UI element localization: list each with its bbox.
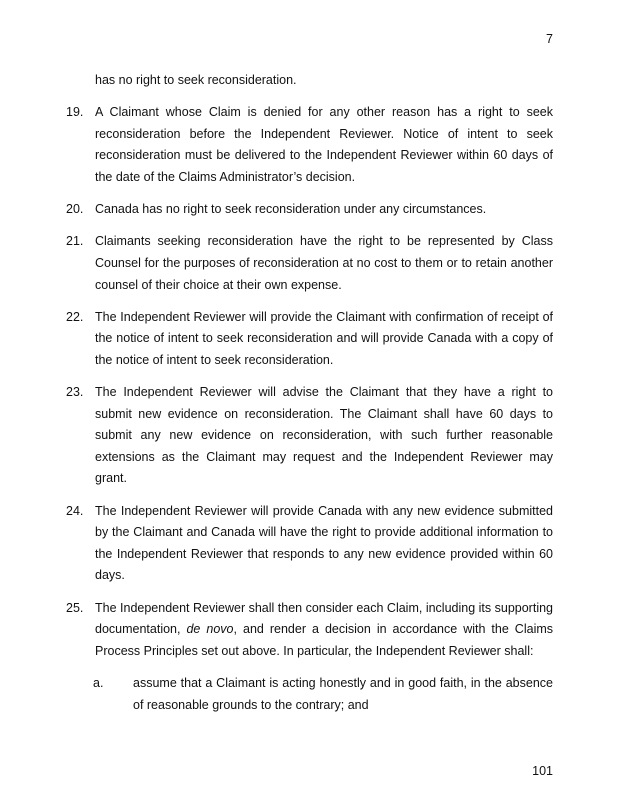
- paragraph-text: The Independent Reviewer will provide the Claimant with confirmation of receipt of the notice of intent to seek reconsideration and will provide Canada with a copy of the notice of intent to seek reconsideration.: [95, 309, 553, 367]
- footer-page-number: 101: [532, 764, 553, 778]
- header-page-number: 7: [546, 32, 553, 46]
- continuation-paragraph: [66, 70, 553, 92]
- paragraph-text: The Independent Reviewer will advise the Claimant that they have a right to submit new evidence on reconsideration. The Claimant shall have 60 days to submit any new evidence on reconsideration, with such further reasonable extensions as the Claimant may request and the Independent Reviewer may grant.: [95, 385, 553, 486]
- paragraph-text-segment: , and render a decision in accordance with the Claims Process Principles set out above. In particular, the Independent Reviewer shall:: [95, 622, 554, 658]
- paragraph-text: A Claimant whose Claim is denied for any other reason has a right to seek reconsideration before the Independent Reviewer. Notice of intent to seek reconsideration must be delivered to the Independent Reviewer within 60 days of the date of the Claims Administrator’s decision.: [95, 105, 553, 184]
- paragraph-24: [66, 501, 553, 587]
- paragraph-text: [95, 598, 553, 663]
- paragraph-number: 22.: [66, 309, 84, 324]
- paragraph-number: 20.: [66, 202, 84, 217]
- latin-phrase-de-novo: de novo: [186, 622, 234, 637]
- paragraph-text: Canada has no right to seek reconsideration under any circumstances.: [95, 202, 487, 217]
- paragraph-text-segment: The Independent Reviewer shall then consider each Claim, including its supporting documentation,: [95, 600, 553, 637]
- paragraph-21: [66, 231, 553, 296]
- paragraph-number: 24.: [66, 503, 84, 518]
- paragraph-number: 21.: [66, 234, 84, 249]
- paragraph-23: [66, 382, 553, 490]
- paragraph-number: 23.: [66, 385, 84, 400]
- paragraph-22: [66, 307, 553, 372]
- paragraph-text: The Independent Reviewer will provide Canada with any new evidence submitted by the Claimant and Canada will have the right to provide additional information to the Independent Reviewer that responds to any new evidence provided within 60 days.: [95, 503, 553, 583]
- paragraph-text: Claimants seeking reconsideration have the right to be represented by Class Counsel for the purposes of reconsideration at no cost to them or to retain another counsel of their choice at their own expense.: [95, 234, 553, 292]
- sub-item-label: a.: [93, 676, 104, 690]
- sub-item-text: assume that a Claimant is acting honestly and in good faith, in the absence of reasonable grounds to the contrary; and: [133, 676, 553, 712]
- document-body: [66, 70, 553, 727]
- paragraph-20: [66, 199, 553, 221]
- paragraph-number-spacer: [66, 70, 95, 92]
- paragraph-number: 25.: [66, 600, 84, 615]
- sub-item-a: [93, 673, 553, 716]
- paragraph-number: 19.: [66, 105, 84, 120]
- continuation-text: has no right to seek reconsideration.: [95, 73, 297, 87]
- paragraph-19: [66, 102, 553, 188]
- paragraph-25: [66, 598, 553, 663]
